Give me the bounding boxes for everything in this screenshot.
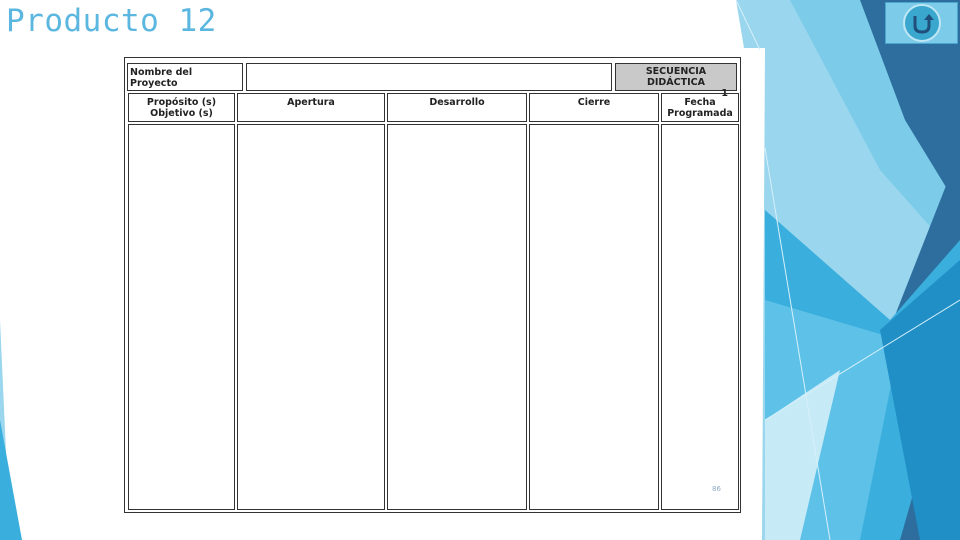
closing-body-cell[interactable] (529, 124, 659, 510)
development-body-cell[interactable] (387, 124, 527, 510)
opening-body-cell[interactable] (237, 124, 385, 510)
column-header-development: Desarrollo (387, 93, 527, 122)
project-name-label-cell (127, 63, 243, 91)
column-header-purpose: Propósito (s) Objetivo (s) (128, 93, 235, 122)
scheduled-date-body-cell[interactable] (661, 124, 739, 510)
back-button[interactable] (885, 2, 958, 44)
project-name-field[interactable] (246, 63, 612, 91)
didactic-sequence-form (124, 57, 741, 513)
return-arrow-icon (903, 4, 941, 42)
purpose-body-cell[interactable] (128, 124, 235, 510)
column-header-scheduled-date: Fecha Programada (661, 93, 739, 122)
slide-title: Producto 12 (6, 3, 217, 39)
project-name-label: Nombre del Proyecto (130, 67, 193, 89)
sequence-label-cell (615, 63, 737, 99)
page-number: 86 (712, 485, 721, 493)
column-header-closing: Cierre (529, 93, 659, 122)
sequence-label-line1: SECUENCIA DIDÁCTICA (645, 66, 707, 88)
sequence-label-line2: 1 (721, 88, 728, 99)
column-header-opening: Apertura (237, 93, 385, 122)
